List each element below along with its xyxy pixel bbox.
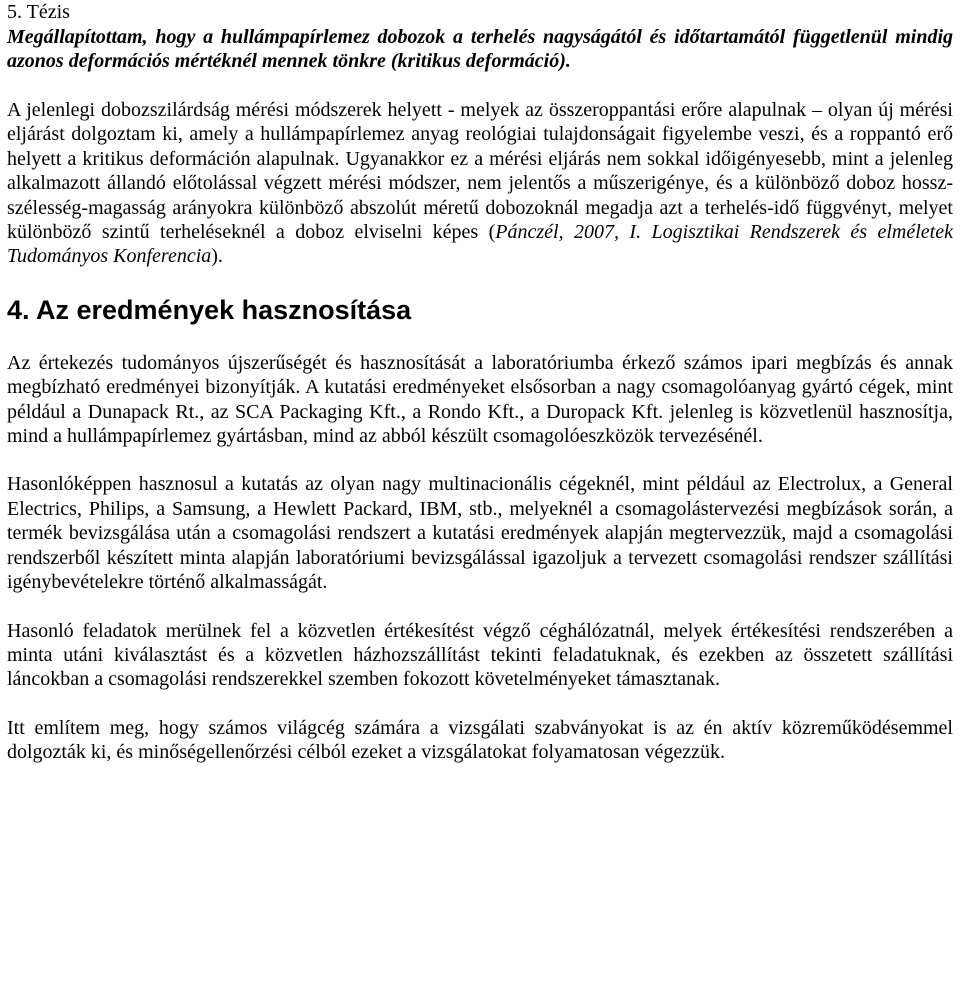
thesis-heading: 5. Tézis	[7, 1, 70, 23]
body-paragraph: Az értekezés tudományos újszerűségét és hasznosítását a laboratóriumba érkező számos ipari megbízás és annak megbízható eredményei bizonyítják. A kutatási eredményeket elsősorban a nagy csomagolóanyag gyártó cégek, mint például a Dunapack Rt., az SCA Packaging Kft., a Rondo Kft., a Duropack Kft. jelenleg is közvetlenül hasznosítja, mind a hullámpapírlemez gyártásban, mind az abból készült csomagolóeszközök tervezésénél.	[7, 351, 953, 448]
body-paragraph: Hasonlóképpen hasznosul a kutatás az olyan nagy multinacionális cégeknél, mint például az Electrolux, a General Electrics, Philips, a Samsung, a Hewlett Packard, IBM, stb., melyeknél a csomagolástervezési megbízások során, a termék bevizsgálása után a csomagolási rendszert a kutatási eredmények alapján megtervezzük, majd a csomagolási rendszerből készített minta alapján laboratóriumi bevizsgálással igazoljuk a tervezett csomagolási rendszer szállítási igénybevételekre történő alkalmasságát.	[7, 473, 953, 594]
section-title: 4. Az eredmények hasznosítása	[7, 294, 412, 325]
citation-closing: ).	[211, 245, 223, 268]
body-paragraph: Hasonló feladatok merülnek fel a közvetlen értékesítést végző céghálózatnál, melyek értékesítési rendszerében a minta utáni kiválasztást és a közvetlen házhozszállítást tekinti feladatuknak, és ezekben az összetett szállítási láncokban a csomagolási rendszerekkel szemben fokozott követelményeket támasztanak.	[7, 619, 953, 691]
body-paragraph: Itt említem meg, hogy számos világcég számára a vizsgálati szabványokat is az én aktív közreműködésemmel dolgozták ki, és minőségellenőrzési célból ezeket a vizsgálatokat folyamatosan végezzük.	[7, 716, 953, 764]
thesis-claim: Megállapítottam, hogy a hullámpapírlemez dobozok a terhelés nagyságától és időtartamától függetlenül mindig azonos deformációs mértéknél mennek tönkre (kritikus deformáció).	[7, 26, 953, 72]
thesis-body-text: A jelenlegi dobozszilárdság mérési módszerek helyett - melyek az összeroppantási erőre alapulnak – olyan új mérési eljárást dolgoztam ki, amely a hullámpapírlemez anyag reológiai tulajdonságait figyelembe veszi, és a roppantó erő helyett a kritikus deformáción alapulnak. Ugyanakkor ez a mérési eljárás nem sokkal időigényesebb, mint a jelenleg alkalmazott állandó előtolással végzett mérési módszer, nem jelentős a műszerigénye, és a különböző doboz hossz-szélesség-magasság arányokra különböző abszolút méretű dobozoknál megadja azt a terhelés-idő függvényt, melyet különböző szintű terheléseknél a doboz elviselni képes (	[7, 99, 953, 244]
thesis-body-paragraph	[7, 98, 953, 269]
citation: Pánczél, 2007, I. Logisztikai Rendszerek és elméletek Tudományos Konferencia	[7, 221, 953, 268]
